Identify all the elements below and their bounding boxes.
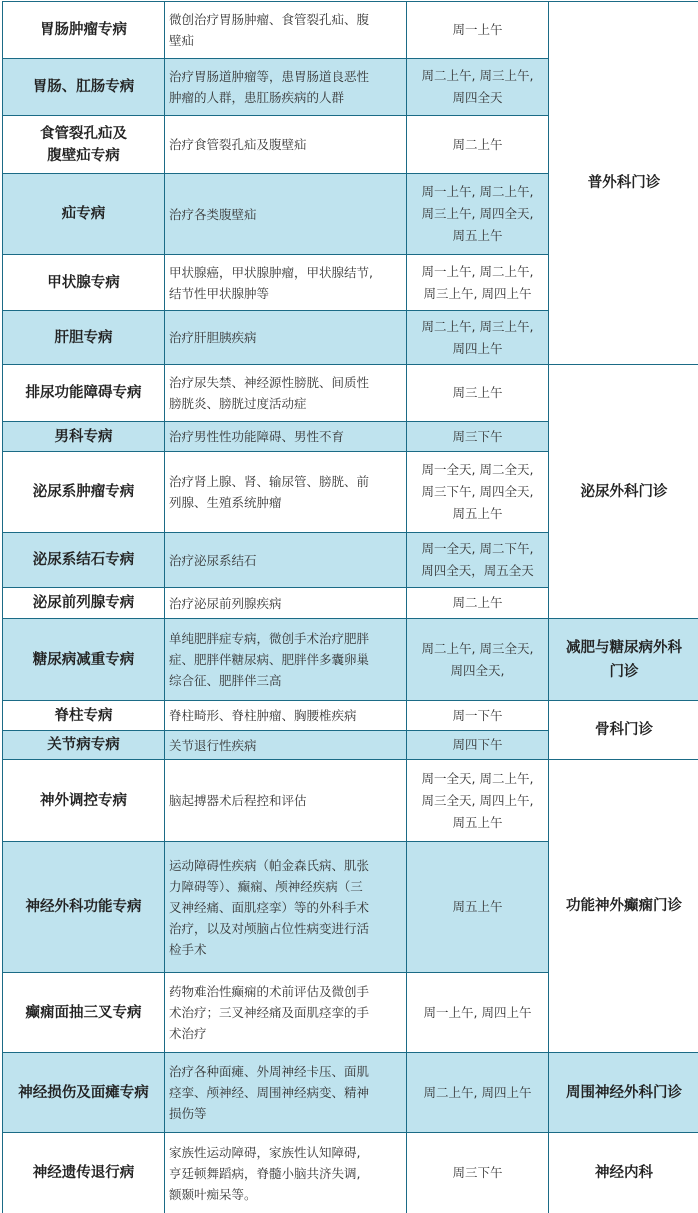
- row-7-time: [407, 365, 548, 421]
- row-7-name: [3, 365, 164, 421]
- row-3-desc: [165, 116, 406, 173]
- row-4-name: [3, 174, 164, 254]
- row-17-time: [407, 973, 548, 1052]
- row-13-name: [3, 701, 164, 730]
- row-18-time: [407, 1053, 548, 1132]
- row-9-time-text: 周一全天, 周二全天, 周三下午, 周四全天, 周五上午: [421, 462, 534, 521]
- row-7-desc: [165, 365, 406, 421]
- dept-orthopedics-text: 骨科门诊: [595, 722, 653, 738]
- dept-neurology: [549, 1133, 698, 1213]
- dept-peripheral-neurosurgery: [549, 1053, 698, 1132]
- row-12-desc: [165, 619, 406, 700]
- dept-urology-text: 泌尿外科门诊: [580, 483, 668, 500]
- row-1-desc-text: 微创治疗胃肠肿瘤、食管裂孔疝、腹 壁疝: [169, 12, 370, 48]
- row-8-desc: [165, 422, 406, 451]
- row-17-desc-text: 药物难治性癫痫的术前评估及微创手 术治疗；三叉神经痛及面肌痉挛的手 术治疗: [169, 984, 370, 1041]
- row-16-name: [3, 842, 164, 972]
- row-16-desc: [165, 842, 406, 972]
- row-10-desc: [165, 533, 406, 587]
- dept-general-surgery: [549, 2, 698, 364]
- row-4-name-text: 疝专病: [61, 206, 106, 222]
- row-12-time-text: 周二上午, 周三全天, 周四全天,: [421, 640, 534, 678]
- dept-general-surgery-text: 普外科门诊: [587, 175, 661, 191]
- row-2-time-text: 周二上午, 周三上午, 周四全天: [421, 68, 534, 105]
- row-12-name: [3, 619, 164, 700]
- row-10-name-text: 泌尿系结石专病: [32, 552, 135, 568]
- row-11-name: [3, 588, 164, 618]
- row-18-name-text: 神经损伤及面瘫专病: [18, 1084, 149, 1101]
- row-1-time: [407, 2, 548, 58]
- row-3-name-text: 食管裂孔疝及 腹壁疝专病: [40, 125, 127, 164]
- row-13-desc: [165, 701, 406, 730]
- row-11-time: [407, 588, 548, 618]
- row-4-desc-text: 治疗各类腹壁疝: [169, 206, 257, 222]
- row-3-time-text: 周二上午: [452, 136, 503, 152]
- row-2-time: [407, 59, 548, 115]
- dept-bariatric-diabetes-text: 减肥与糖尿病外科 门诊: [566, 639, 682, 680]
- row-8-name: [3, 422, 164, 451]
- row-5-time-text: 周一上午, 周二上午, 周三上午, 周四上午: [421, 263, 534, 301]
- row-2-desc-text: 治疗胃肠道肿瘤等，患胃肠道良恶性 肿瘤的人群，患肛肠疾病的人群: [169, 69, 370, 105]
- row-15-name-text: 神外调控专病: [40, 792, 127, 809]
- row-1-desc: [165, 2, 406, 58]
- row-3-time: [407, 116, 548, 173]
- row-13-name-text: 脊柱专病: [54, 707, 113, 724]
- row-11-time-text: 周二上午: [452, 595, 503, 610]
- row-5-desc: [165, 255, 406, 310]
- row-11-desc: [165, 588, 406, 618]
- row-5-time: [407, 255, 548, 310]
- row-19-name: [3, 1133, 164, 1213]
- dept-functional-neurosurgery: [549, 760, 698, 1052]
- row-6-desc-text: 治疗肝胆胰疾病: [169, 330, 257, 345]
- row-15-desc: [165, 760, 406, 841]
- row-19-desc-text: 家族性运动障碍，家族性认知障碍, 亨廷顿舞蹈病，脊髓小脑共济失调, 额颞叶痴呆等。: [169, 1144, 361, 1202]
- row-17-name: [3, 973, 164, 1052]
- row-1-name: [3, 2, 164, 58]
- row-10-desc-text: 治疗泌尿系结石: [169, 552, 257, 568]
- row-9-name: [3, 452, 164, 532]
- row-4-desc: [165, 174, 406, 254]
- row-9-time: [407, 452, 548, 532]
- row-16-time-text: 周五上午: [452, 899, 503, 914]
- row-1-name-text: 胃肠肿瘤专病: [40, 22, 127, 38]
- row-3-name: [3, 116, 164, 173]
- row-19-desc: [165, 1133, 406, 1213]
- row-15-desc-text: 脑起搏器术后程控和评估: [169, 793, 307, 808]
- dept-urology: [549, 365, 698, 618]
- row-17-desc: [165, 973, 406, 1052]
- row-16-desc-text: 运动障碍性疾病（帕金森氏病、肌张 力障碍等）、癫痫、颅神经疾病（三 叉神经痛、面肌痉挛）等的外科手术 治疗，以及对颅脑占位性病变进行活 检手术: [169, 857, 370, 957]
- row-18-desc-text: 治疗各种面瘫、外周神经卡压、面肌 痉挛、颅神经、周围神经病变、精神 损伤等: [169, 1064, 370, 1121]
- row-2-name: [3, 59, 164, 115]
- row-2-desc: [165, 59, 406, 115]
- row-7-name-text: 排尿功能障碍专病: [25, 385, 142, 401]
- row-18-time-text: 周二上午, 周四上午: [423, 1084, 532, 1100]
- dept-bariatric-diabetes: [549, 619, 698, 700]
- row-19-time: [407, 1133, 548, 1213]
- row-9-desc-text: 治疗肾上腺、肾、输尿管、膀胱、前 列腺、生殖系统肿瘤: [169, 474, 370, 510]
- row-5-desc-text: 甲状腺癌，甲状腺肿瘤，甲状腺结节, 结节性甲状腺肿等: [169, 264, 373, 301]
- row-2-name-text: 胃肠、肛肠专病: [32, 79, 135, 95]
- row-14-name: [3, 731, 164, 759]
- row-16-time: [407, 842, 548, 972]
- row-12-desc-text: 单纯肥胖症专病，微创手术治疗肥胖 症、肥胖伴糖尿病、肥胖伴多囊卵巢 综合征、肥胖伴三高: [169, 631, 370, 688]
- row-13-time-text: 周一下午: [452, 707, 503, 723]
- row-9-name-text: 泌尿系肿瘤专病: [32, 484, 135, 500]
- row-19-name-text: 神经遗传退行病: [32, 1165, 135, 1181]
- row-8-time: [407, 422, 548, 451]
- row-5-name: [3, 255, 164, 310]
- row-4-time: [407, 174, 548, 254]
- row-13-desc-text: 脊柱畸形、脊柱肿瘤、胸腰椎疾病: [169, 708, 357, 723]
- row-10-name: [3, 533, 164, 587]
- row-14-desc-text: 关节退行性疾病: [169, 737, 257, 753]
- row-14-desc: [165, 731, 406, 759]
- row-19-time-text: 周三下午: [452, 1165, 503, 1180]
- row-14-time: [407, 731, 548, 759]
- row-6-time-text: 周二上午, 周三上午, 周四上午: [421, 318, 534, 356]
- row-18-desc: [165, 1053, 406, 1132]
- row-6-desc: [165, 311, 406, 364]
- dept-orthopedics: [549, 701, 698, 759]
- row-11-desc-text: 治疗泌尿前列腺疾病: [169, 595, 282, 611]
- row-17-name-text: 癫痫面抽三叉专病: [25, 1004, 142, 1021]
- row-8-desc-text: 治疗男性性功能障碍、男性不育: [169, 429, 345, 444]
- row-12-name-text: 糖尿病减重专病: [32, 651, 135, 668]
- dept-functional-neurosurgery-text: 功能神外癫痫门诊: [566, 898, 682, 914]
- row-8-time-text: 周三下午: [452, 428, 503, 444]
- dept-peripheral-neurosurgery-text: 周围神经外科门诊: [566, 1084, 682, 1101]
- row-15-name: [3, 760, 164, 841]
- row-6-time: [407, 311, 548, 364]
- row-4-time-text: 周一上午, 周二上午, 周三上午, 周四全天, 周五上午: [421, 184, 534, 243]
- row-18-name: [3, 1053, 164, 1132]
- row-12-time: [407, 619, 548, 700]
- row-15-time-text: 周一全天, 周二上午, 周三全天, 周四上午, 周五上午: [421, 770, 534, 830]
- row-14-name-text: 关节病专病: [47, 737, 120, 753]
- row-11-name-text: 泌尿前列腺专病: [32, 595, 135, 611]
- row-1-time-text: 周一上午: [452, 22, 503, 37]
- row-9-desc: [165, 452, 406, 532]
- row-8-name-text: 男科专病: [54, 428, 113, 445]
- row-7-time-text: 周三上午: [452, 385, 503, 400]
- row-16-name-text: 神经外科功能专病: [25, 899, 142, 915]
- row-7-desc-text: 治疗尿失禁、神经源性膀胱、间质性 膀胱炎、膀胱过度活动症: [169, 375, 370, 411]
- row-5-name-text: 甲状腺专病: [47, 274, 120, 291]
- dept-neurology-text: 神经内科: [595, 1165, 653, 1181]
- row-10-time-text: 周一全天, 周二下午, 周四全天，周五全天: [421, 541, 534, 578]
- row-6-name: [3, 311, 164, 364]
- row-13-time: [407, 701, 548, 730]
- row-17-time-text: 周一上午, 周四上午: [423, 1004, 532, 1020]
- row-10-time: [407, 533, 548, 587]
- row-14-time-text: 周四下午: [452, 737, 503, 752]
- row-15-time: [407, 760, 548, 841]
- row-3-desc-text: 治疗食管裂孔疝及腹壁疝: [169, 137, 307, 152]
- row-6-name-text: 肝胆专病: [54, 329, 113, 346]
